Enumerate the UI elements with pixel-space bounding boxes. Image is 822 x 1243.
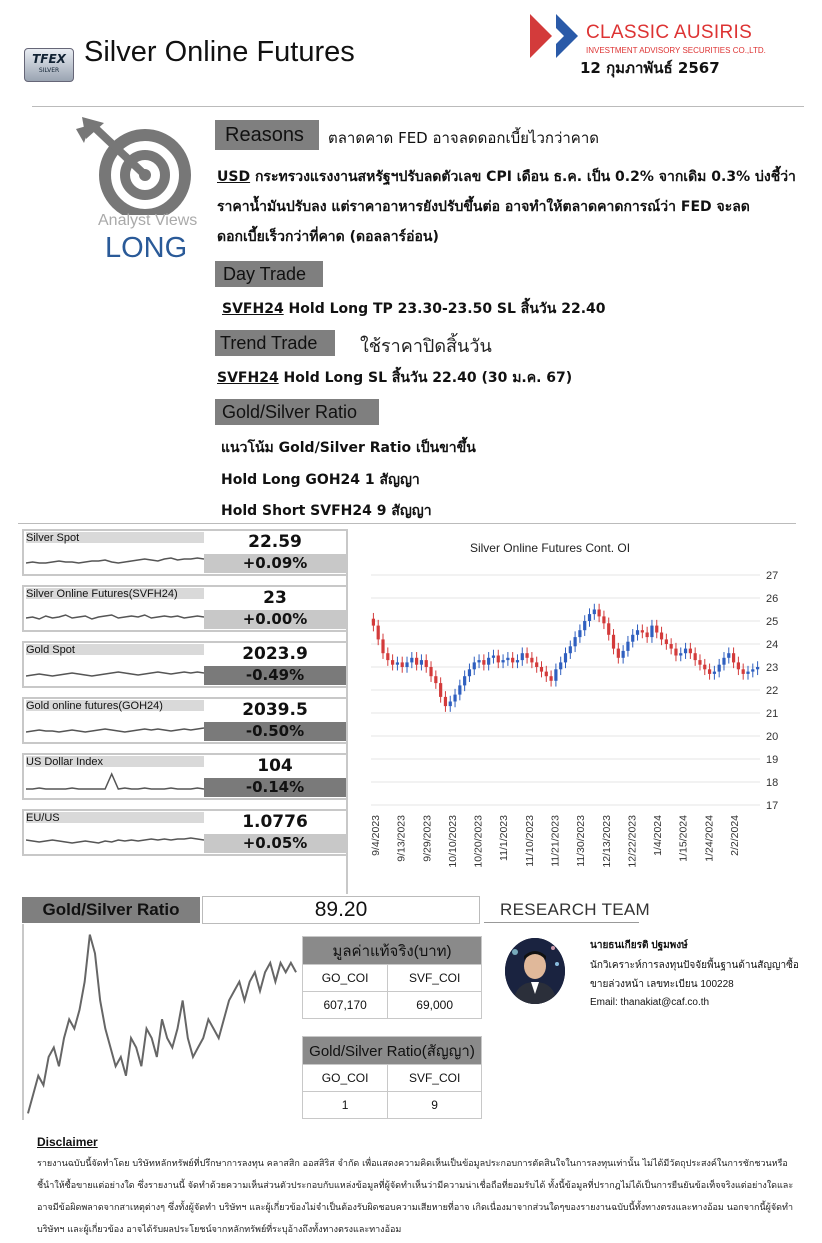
candle [506,658,509,660]
analyst-role: นักวิเคราะห์การลงทุนปัจจัยพื้นฐานด้านสัญญาซื้อ [590,960,799,971]
candle [636,630,639,635]
report-date: 12 กุมภาพันธ์ 2567 [580,59,720,77]
candle [391,660,394,665]
market-price: 104 [257,756,293,776]
market-change: -0.49% [204,666,346,685]
candle [617,649,620,658]
market-name: EU/US [26,812,60,824]
trend-trade-text: Hold Long SL สิ้นวัน 22.40 (30 ม.ค. 67) [278,370,573,386]
analyst-license: ขายล่วงหน้า เลขทะเบียน 100228 [590,979,734,990]
silver-oi-chart [355,535,795,870]
candle [420,660,423,665]
candle [593,610,596,615]
candle [521,653,524,660]
y-tick-label: 24 [766,639,779,651]
table-cell: 69,000 [388,992,482,1019]
candle [751,669,754,671]
x-tick-label: 1/24/2024 [703,815,716,862]
table-cell: 1 [303,1092,388,1119]
table-col-header: SVF_COI [388,1065,482,1092]
candle [372,619,375,626]
candle [545,672,548,677]
research-team-title: RESEARCH TEAM [500,900,651,919]
market-panel [22,697,348,744]
brand-name: CLASSIC AUSIRIS [586,22,753,43]
table-cell: 607,170 [303,992,388,1019]
candle [429,667,432,676]
x-tick-label: 11/10/2023 [523,815,536,867]
analyst-views-label: Analyst Views [98,212,198,229]
candle [756,667,759,669]
candle [535,662,538,667]
x-tick-label: 1/4/2024 [652,815,665,856]
x-tick-label: 2/2/2024 [729,815,741,856]
candle [569,646,572,653]
candle [665,639,668,644]
analyst-name: นายธนเกียรติ ปฐมพงษ์ [590,940,688,951]
candle [722,658,725,665]
disclaimer-title: Disclaimer [37,1135,98,1149]
candle [578,630,581,637]
candle [742,669,745,674]
market-name: US Dollar Index [26,756,104,768]
divider [484,922,639,923]
candle [453,695,456,702]
candle [646,633,649,638]
ratio-tag: Gold/Silver Ratio [22,897,200,923]
divider [32,106,804,107]
candle [516,660,519,662]
candle [482,660,485,665]
trend-trade-line [217,367,572,389]
market-name: Gold Spot [26,644,75,656]
candle [463,676,466,685]
y-tick-label: 21 [766,708,779,720]
brand-logo-icon [530,14,578,58]
candle [501,660,504,662]
y-tick-label: 27 [766,570,779,582]
reasons-tag: Reasons [215,120,319,150]
gold-silver-ratio-tag: Gold/Silver Ratio [215,399,379,425]
gsr-line: Hold Short SVFH24 9 สัญญา [221,503,432,519]
candle [386,653,389,660]
market-change: +0.00% [204,610,346,629]
candle [679,653,682,655]
candle [444,697,447,706]
candle [554,669,557,681]
candle [511,658,514,663]
x-tick-label: 11/1/2023 [498,815,511,861]
y-tick-label: 23 [766,662,779,674]
divider [18,523,796,524]
day-trade-symbol: SVFH24 [222,301,284,317]
ratio-history-chart [22,924,302,1120]
candle [655,626,658,633]
market-price: 2023.9 [242,644,308,664]
candle [650,626,653,638]
trend-trade-tag: Trend Trade [215,330,335,356]
candle [405,662,408,667]
candle [612,635,615,649]
ratio-value: 89.20 [202,896,480,924]
candle [381,639,384,653]
candle [559,662,562,669]
panel-border [346,529,348,894]
candle [684,649,687,654]
market-price: 1.0776 [242,812,308,832]
avatar [505,938,565,1004]
candle [549,676,552,681]
analyst-view-value: LONG [105,232,188,264]
x-tick-label: 12/13/2023 [600,815,613,868]
chart-title: Silver Online Futures Cont. OI [469,541,631,555]
candle [727,653,730,658]
market-price: 2039.5 [242,700,308,720]
candle [574,637,577,646]
market-change: +0.05% [204,834,346,853]
x-tick-label: 9/4/2023 [370,815,382,856]
candle [622,651,625,658]
y-tick-label: 20 [766,731,779,743]
candle [564,653,567,662]
candle [468,669,471,676]
sparkline [26,704,204,740]
sparkline [26,648,204,684]
candle [588,614,591,621]
trend-trade-symbol: SVFH24 [217,370,279,386]
day-trade-tag: Day Trade [215,261,323,287]
candle [698,660,701,665]
market-name: Silver Spot [26,532,80,544]
candle [396,662,399,664]
day-trade-line [222,298,606,320]
candle [674,649,677,656]
table-col-header: GO_COI [303,965,388,992]
candle [694,653,697,660]
ratio-contracts-header: Gold/Silver Ratio(สัญญา) [303,1037,482,1065]
candle [703,665,706,670]
candle [487,658,490,665]
market-change: +0.09% [204,554,346,573]
x-tick-label: 11/21/2023 [549,815,562,867]
ratio-line [28,935,296,1114]
candle [641,630,644,632]
candle [439,683,442,697]
analyst-email: Email: thanakiat@caf.co.th [590,997,710,1008]
candle [689,649,692,654]
y-tick-label: 18 [766,777,779,789]
tfex-logo: TFEX SILVER [24,48,74,82]
candle [670,644,673,649]
candle [449,702,452,707]
gsr-line: Hold Long GOH24 1 สัญญา [221,472,420,488]
candle [607,623,610,635]
candle [713,672,716,674]
market-panel [22,529,348,576]
gsr-line: แนวโน้ม Gold/Silver Ratio เป็นขาขึ้น [221,440,476,456]
market-panel [22,585,348,632]
candle [660,633,663,640]
fair-value-table [302,936,482,1019]
candle [434,676,437,683]
market-price: 22.59 [248,532,302,552]
x-tick-label: 11/30/2023 [575,815,588,867]
brand-subtitle: INVESTMENT ADVISORY SECURITIES CO.,LTD. [586,46,766,55]
candle [492,656,495,658]
sparkline [26,536,204,572]
candle [540,667,543,672]
x-tick-label: 9/13/2023 [395,815,408,862]
candle [583,621,586,630]
ratio-contracts-table [302,1036,482,1119]
candle [732,653,735,662]
y-tick-label: 22 [766,685,779,697]
candle [401,662,404,667]
day-trade-text: Hold Long TP 23.30-23.50 SL สิ้นวัน 22.40 [283,301,606,317]
candle [737,662,740,669]
candle [477,660,480,662]
fair-value-header: มูลค่าแท้จริง(บาท) [303,937,482,965]
x-tick-label: 9/29/2023 [421,815,434,862]
candle [525,653,528,658]
y-tick-label: 26 [766,593,779,605]
usd-paragraph [217,162,797,252]
candle [746,672,749,674]
y-tick-label: 25 [766,616,779,628]
market-price: 23 [263,588,287,608]
market-panel [22,809,348,856]
market-panel [22,753,348,800]
candle [473,662,476,669]
candle [425,660,428,667]
candle [598,610,601,617]
x-tick-label: 10/10/2023 [446,815,459,868]
candle [497,656,500,663]
x-tick-label: 12/22/2023 [626,815,639,868]
disclaimer-text: รายงานฉบับนี้จัดทำโดย บริษัทหลักทรัพย์ที่ปรึกษาการลงทุน คลาสสิก ออสสิริส จำกัด เพื่อแสดงความคิดเห็นเป็นข้อมูลประกอบการตัดสินใจในการลงทุนเท่านั้น ไม่ได้มีวัตถุประสงค์ในการชักชวนหรือชี้นำให้ซื้อขายแต่อย่างใด ซึ่งรายงานนี้ จัดทำด้วยความเห็นส่วนตัวประกอบกับแหล่งข้อมูลที่ผู้จัดทำเห็นว่ามีความน่าเชื่อถือที่ยอมรับได้ ทั้งนี้ข้อมูลที่ปรากฎไม่ได้เป็นการยืนยันข้อเท็จจริงแต่อย่างใดและอาจมีข้อผิดพลาดจากสาเหตุต่างๆ ซึ่งทั้งผู้จัดทำ บริษัทฯ และผู้เกี่ยวข้องไม่จำเป็นต้องรับผิดชอบความเสียหายที่อาจ เกิดเนื่องมาจากส่วนใดๆของรายงานฉบับนี้ทั้งทางตรงและทางอ้อม นอกจากนี้ผู้จัดทำ บริษัทฯ และผู้เกี่ยวข้อง อาจได้รับผลประโยชน์จากหลักทรัพย์ที่ระบุอ้างถึงทั้งทางตรงและทางอ้อม [37,1159,794,1235]
sparkline [26,760,204,796]
candle [377,626,380,640]
y-tick-label: 17 [766,800,779,812]
table-cell: 9 [388,1092,482,1119]
market-name: Gold online futures(GOH24) [26,700,163,712]
candle [708,669,711,674]
candle [415,658,418,665]
candle [602,616,605,623]
target-arrow-icon [70,115,200,215]
sparkline [26,816,204,852]
candle [626,642,629,651]
table-col-header: SVF_COI [388,965,482,992]
market-change: -0.14% [204,778,346,797]
candle [458,685,461,694]
sparkline [26,592,204,628]
candle [410,658,413,663]
y-tick-label: 19 [766,754,779,766]
page-title: Silver Online Futures [84,36,355,68]
usd-tag: USD [217,169,251,185]
usd-text: กระทรวงแรงงานสหรัฐฯปรับลดตัวเลข CPI เดือน ธ.ค. เป็น 0.2% จากเดิม 0.3% บ่งชี้ว่าราคาน้ำมันปรับลง แต่ราคาอาหารยังปรับขึ้นต่อ อาจทำให้ตลาดคาดการณ์ว่า FED จะลดดอกเบี้ยเร็วกว่าที่คาด (ดอลลาร์อ่อน) [217,169,796,245]
table-col-header: GO_COI [303,1065,388,1092]
market-name: Silver Online Futures(SVFH24) [26,588,178,600]
reasons-summary: ตลาดคาด FED อาจลดดอกเบี้ยไวกว่าคาด [328,129,600,147]
x-tick-label: 1/15/2024 [677,815,690,862]
trend-trade-note: ใช้ราคาปิดสิ้นวัน [360,336,492,356]
market-change: -0.50% [204,722,346,741]
candle [718,665,721,672]
x-tick-label: 10/20/2023 [472,815,485,868]
candle [530,658,533,663]
candle [631,635,634,642]
market-panel [22,641,348,688]
